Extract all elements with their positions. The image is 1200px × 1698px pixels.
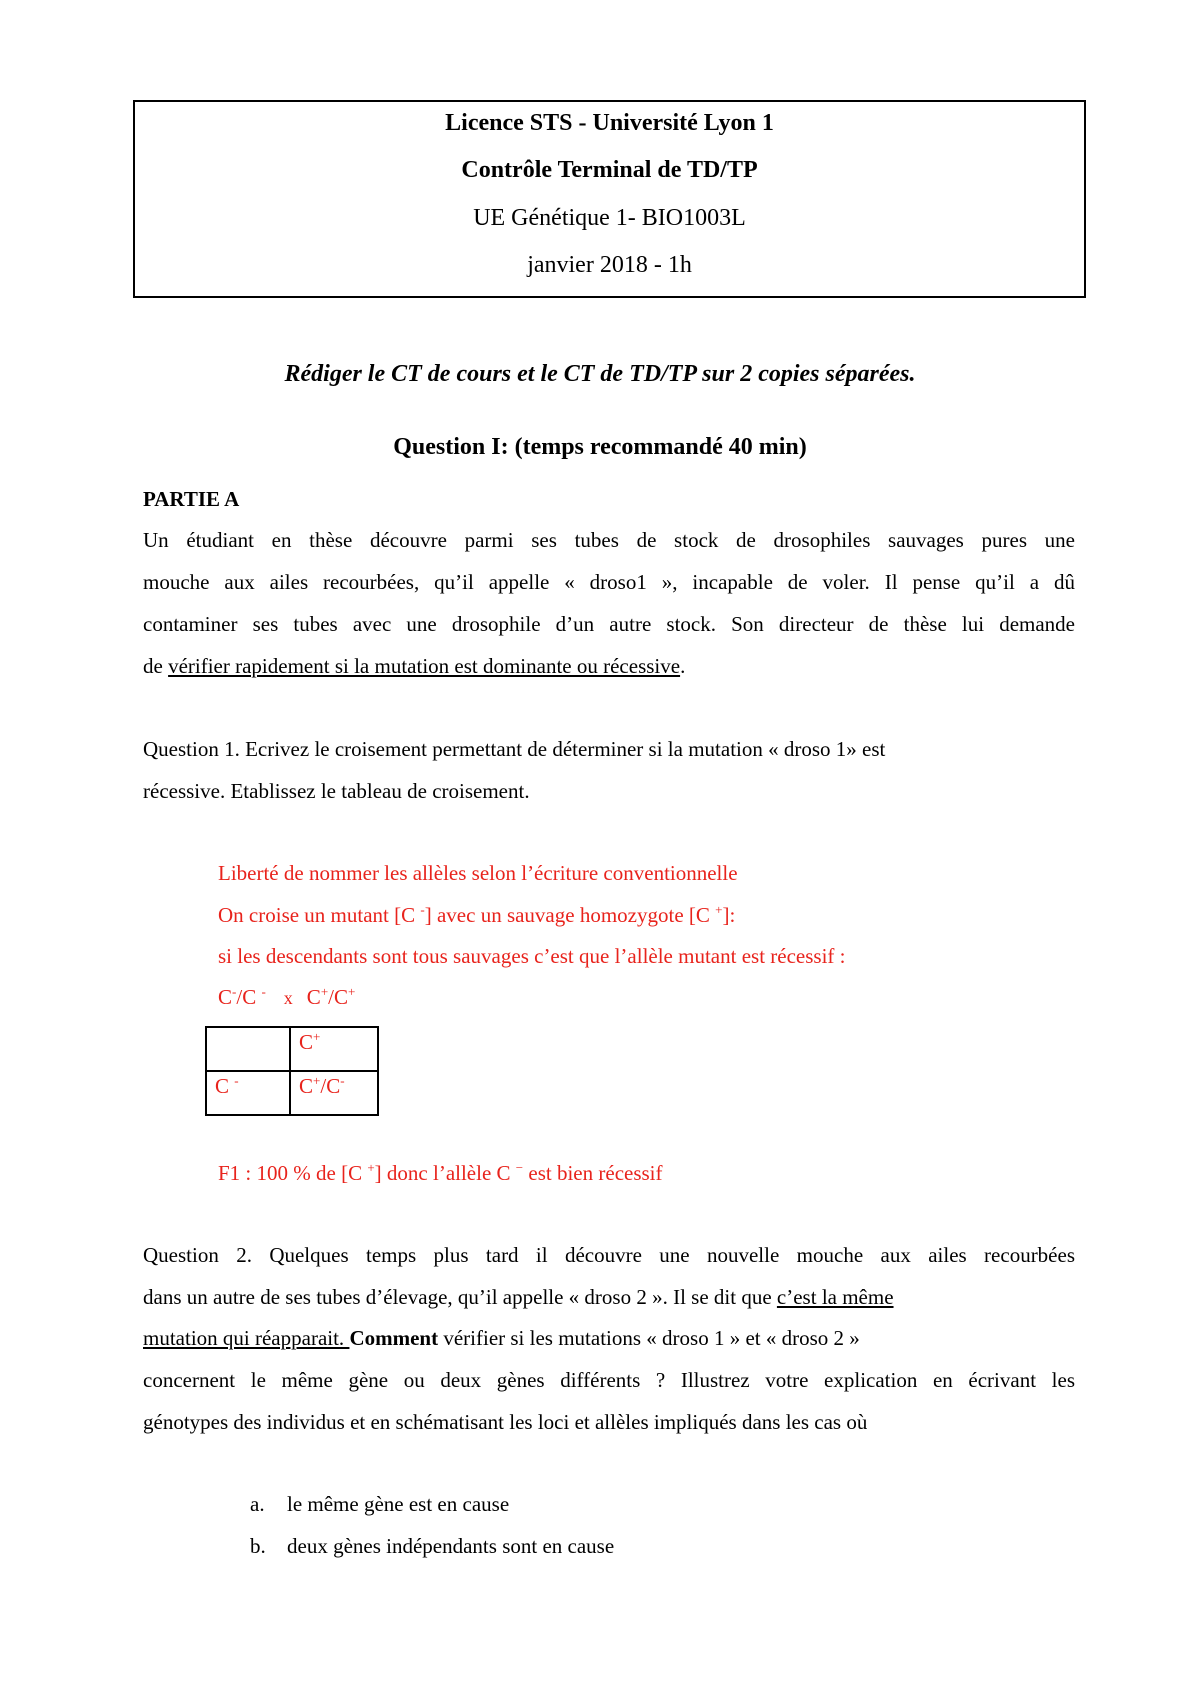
answer-line2 (218, 903, 735, 928)
question2-line3 (143, 1326, 860, 1351)
cell-sup: + (313, 1073, 321, 1088)
table-row (206, 1027, 378, 1071)
partie-a-heading: PARTIE A (143, 487, 240, 511)
f1-c: est bien récessif (523, 1161, 663, 1185)
partie-a-last-line (143, 654, 685, 679)
option-text: deux gènes indépendants sont en cause (287, 1534, 615, 1558)
option-marker: b. (250, 1534, 266, 1558)
col-header-base: C (299, 1030, 314, 1054)
partie-a-line: contaminer ses tubes avec une drosophile d’un autre stock. Son directeur de thèse lui demande (143, 612, 1075, 636)
header-line-licence: Licence STS - Université Lyon 1 (445, 110, 774, 136)
punnett-table (205, 1026, 379, 1116)
table-col-header (290, 1027, 378, 1071)
row-header-sup: - (234, 1073, 239, 1088)
answer-line3: si les descendants sont tous sauvages c’est que l’allèle mutant est récessif : (218, 944, 846, 968)
row-header-base: C (215, 1074, 235, 1098)
cell-sup2: - (340, 1073, 345, 1088)
question2-line1: Question 2. Quelques temps plus tard il découvre une nouvelle mouche aux ailes recourbées (143, 1243, 1075, 1267)
question1-line1: Question 1. Ecrivez le croisement permettant de déterminer si la mutation « droso 1» est (143, 737, 886, 761)
header-line-controle: Contrôle Terminal de TD/TP (461, 157, 758, 183)
col-header-sup: + (313, 1029, 321, 1044)
question2-line4: concernent le même gène ou deux gènes différents ? Illustrez votre explication en écrivant les (143, 1368, 1075, 1392)
table-row (206, 1071, 378, 1115)
table-row-header (206, 1071, 290, 1115)
q2-line3-underlined: mutation qui réapparait. (143, 1326, 350, 1350)
option-a (250, 1492, 509, 1517)
cross-times: x (283, 988, 293, 1008)
option-b (250, 1534, 614, 1559)
cell-base: C (299, 1074, 314, 1098)
question2-line5: génotypes des individus et en schématisant les loci et allèles impliqués dans les cas où (143, 1410, 868, 1434)
cross-p1 (218, 985, 266, 1009)
q2-line3-rest: vérifier si les mutations « droso 1 » et « droso 2 » (438, 1326, 860, 1350)
header-box (133, 100, 1086, 298)
f1-b: ] donc l’allèle C (374, 1161, 516, 1185)
cross-p2-sup2: + (348, 984, 356, 999)
answer-line2-b: ] avec un sauvage homozygote [C (424, 903, 716, 927)
f1-a: F1 : 100 % de [C (218, 1161, 368, 1185)
partie-a-line: Un étudiant en thèse découvre parmi ses tubes de stock de drosophiles sauvages pures une (143, 528, 1075, 552)
cross-p2-sep: /C (328, 985, 348, 1009)
question-title: Question I: (temps recommandé 40 min) (393, 434, 807, 460)
answer-line2-sup2: + (715, 902, 723, 917)
cross-p2-sup: + (320, 984, 329, 999)
underlined-task: vérifier rapidement si la mutation est dominante ou récessive (168, 654, 681, 678)
f1-line (218, 1161, 663, 1186)
answer-line2-c: ]: (722, 903, 736, 927)
cross-p1-sup: - (232, 984, 237, 999)
question2-line2 (143, 1285, 894, 1310)
table-cell (290, 1071, 378, 1115)
cross-p2 (307, 985, 356, 1009)
text-prefix: de (143, 654, 169, 678)
answer-line2-a: On croise un mutant [C (218, 903, 421, 927)
answer-line2-sup1: - (420, 902, 425, 917)
cross-p1-base: C (218, 985, 233, 1009)
q2-line3-bold: Comment (349, 1326, 439, 1350)
cell-sep: /C (320, 1074, 341, 1098)
cross-p2-base: C (306, 985, 321, 1009)
cross-line (218, 985, 355, 1010)
table-corner-cell (206, 1027, 290, 1071)
header-line-date: janvier 2018 - 1h (527, 252, 692, 278)
option-marker: a. (250, 1492, 265, 1516)
answer-line1: Liberté de nommer les allèles selon l’écriture conventionnelle (218, 861, 738, 885)
header-line-ue: UE Génétique 1- BIO1003L (473, 205, 746, 231)
f1-sup2: − (515, 1160, 524, 1175)
cross-p1-sep: /C (236, 985, 262, 1009)
question1-line2: récessive. Etablissez le tableau de croisement. (143, 779, 530, 803)
q2-line2-underlined: c’est la même (776, 1285, 894, 1309)
text-suffix: . (680, 654, 686, 678)
f1-sup: + (367, 1160, 375, 1175)
instruction: Rédiger le CT de cours et le CT de TD/TP sur 2 copies séparées. (284, 361, 916, 387)
q2-line2-a: dans un autre de ses tubes d’élevage, qu’il appelle « droso 2 ». Il se dit que (143, 1285, 777, 1309)
option-text: le même gène est en cause (287, 1492, 510, 1516)
partie-a-line: mouche aux ailes recourbées, qu’il appelle « droso1 », incapable de voler. Il pense qu’il a dû (143, 570, 1075, 594)
cross-p1-sup2: - (261, 984, 266, 999)
